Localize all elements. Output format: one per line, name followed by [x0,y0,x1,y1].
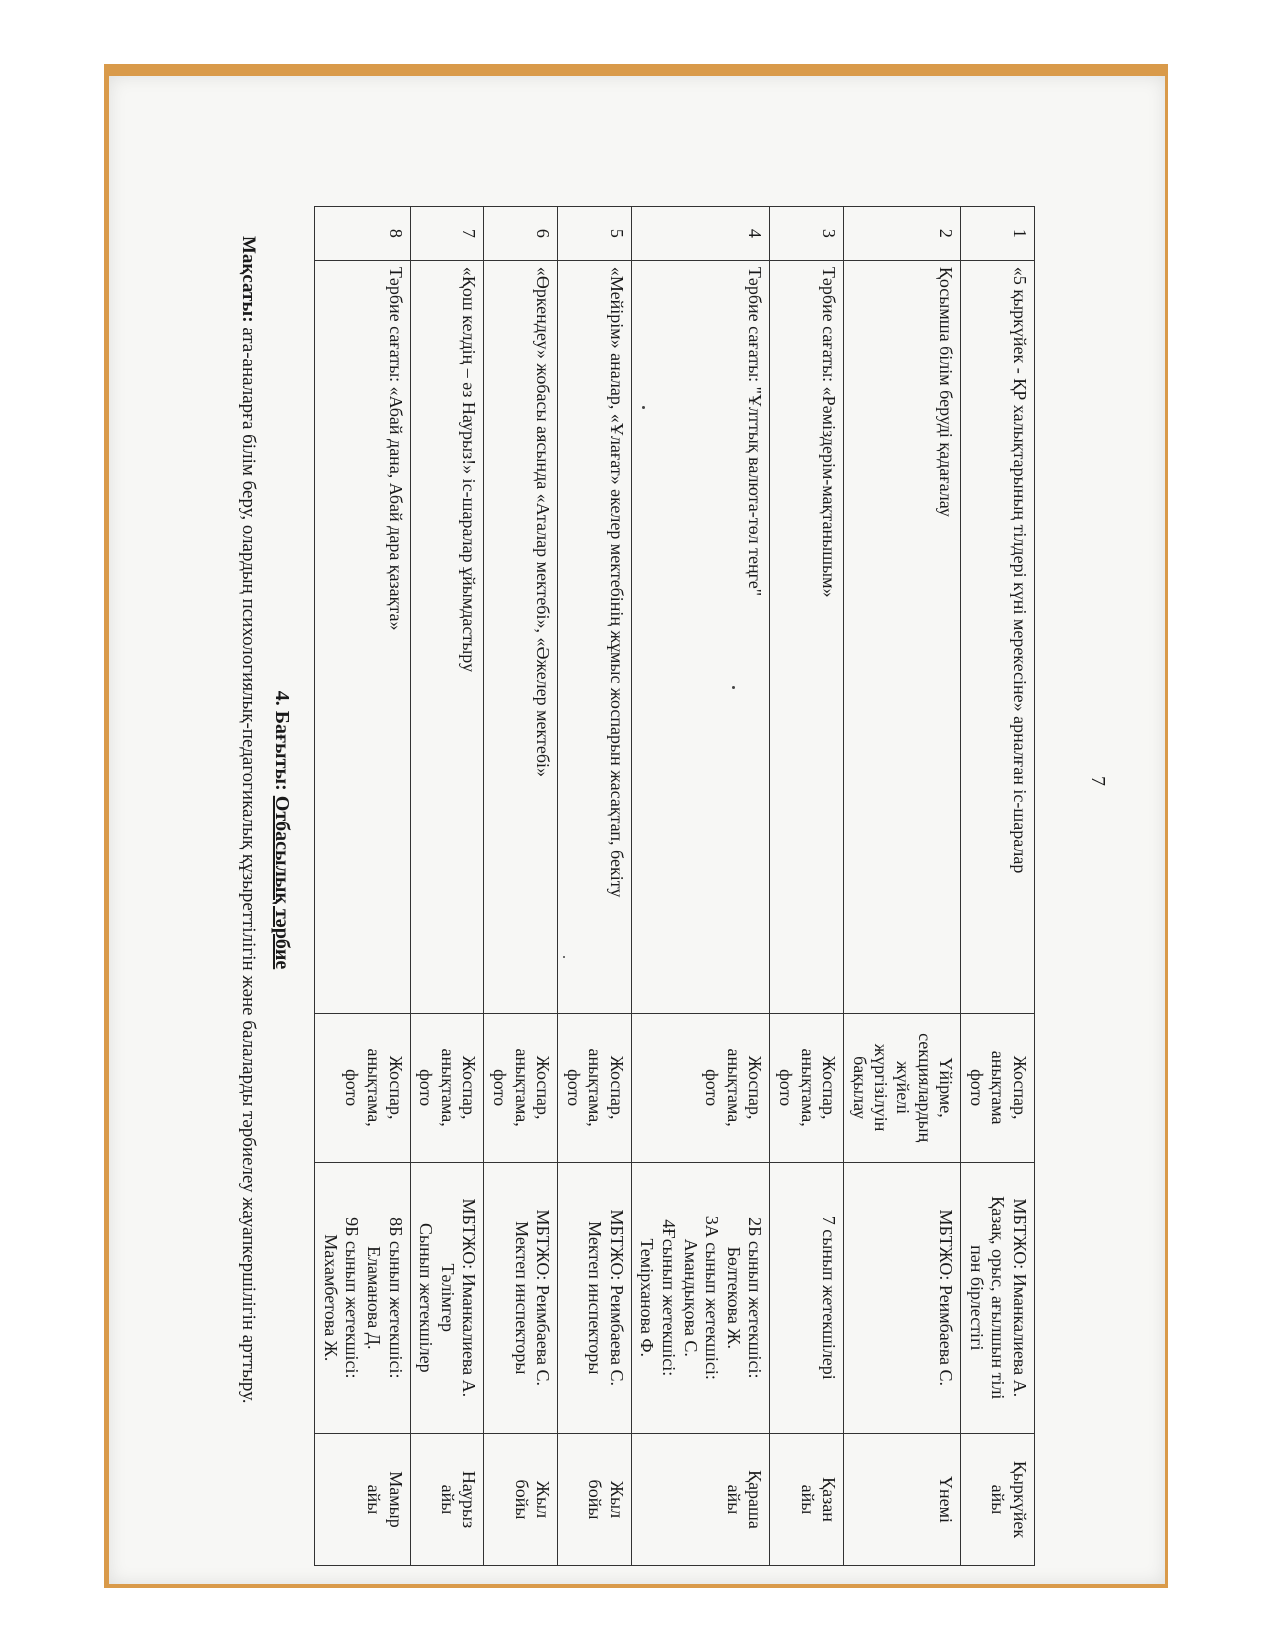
responsible-cell-line: 2Б сынып жетекшісі: [745,1217,766,1379]
term-cell-line: Қазан [819,1477,840,1522]
form-cell-line: фото [702,1069,723,1107]
term-cell-line: айы [723,1484,744,1515]
row-number-cell: 2 [844,207,961,261]
responsible-cell-line: Мектеп инспекторы [511,1221,532,1375]
goal-paragraph [237,236,259,1556]
responsible-cell [631,1162,770,1433]
row-number-cell: 8 [315,207,410,261]
form-cell-line: Жоспар, [1010,1055,1030,1120]
responsible-cell-line: Тәлімгер [437,1263,458,1333]
responsible-cell [770,1162,844,1433]
responsible-cell-line: Бөлтекова Ж. [723,1246,744,1349]
event-cell: «Өркендеу» жобасы аясында «Аталар мектебі», «Әжелер мектебі» [484,260,558,1013]
table-body [315,207,1035,1566]
form-cell-line: фото [416,1069,437,1107]
responsible-cell-line: 3А сынып жетекшісі: [702,1215,723,1380]
responsible-cell [558,1162,632,1433]
form-cell-line: жүргізілуін [871,1043,892,1132]
activity-plan-table [314,206,1035,1566]
responsible-cell-line: пән бірлестігі [966,1245,987,1351]
form-cell-line: Жоспар, [819,1055,840,1120]
form-cell-line: Жоспар, [606,1055,627,1120]
form-cell-line: анықтама, [511,1048,532,1127]
form-cell-line: Жоспар, [459,1055,480,1120]
row-number-cell: 6 [484,207,558,261]
form-cell-line: секциялардың [914,1033,935,1143]
term-cell-line: Мамыр [385,1471,406,1528]
table-row [410,207,484,1566]
form-cell-line: анықтама, [797,1048,818,1127]
term-cell [410,1433,484,1565]
responsible-cell-line: МБТЖО: Реимбаева С. [533,1209,554,1387]
form-cell-line: фото [342,1069,363,1107]
form-cell-line: фото [776,1069,797,1107]
table-row [484,207,558,1566]
responsible-cell-line: МБТЖО: Реимбаева С. [936,1209,957,1387]
form-cell-line: фото [563,1069,584,1107]
table-row [558,207,632,1566]
form-cell-line: анықтама, [585,1048,606,1127]
section-prefix: 4. Бағыты: [271,690,293,796]
form-cell [631,1013,770,1162]
responsible-cell-line: Темірханова Ф. [637,1238,658,1358]
form-cell [484,1013,558,1162]
term-cell-line: бойы [585,1479,606,1520]
document-page [109,76,1165,1584]
form-cell-line: анықтама [988,1050,1009,1125]
term-cell [631,1433,770,1565]
term-cell-line: Жыл [606,1480,627,1519]
term-cell [558,1433,632,1565]
form-cell-line: анықтама, [437,1048,458,1127]
goal-text: ата-аналарға білім беру, олардың психологиялық-педагогикалық құзыреттілігін және балаларды тәрбиелеу жауапкершілігін арттыру. [238,322,259,1404]
term-cell-line: Үнемі [936,1475,957,1523]
term-cell-line: Қараша [745,1470,766,1529]
form-cell-line: анықтама, [363,1048,384,1127]
responsible-cell-line: Қазақ, орыс, ағылшын тілі [988,1196,1009,1400]
term-cell-line: айы [988,1484,1009,1515]
event-cell: Тәрбие сағаты: «Абай дана, Абай дара қазақта» [315,260,410,1013]
responsible-cell [844,1162,961,1433]
event-cell: «Мейірім» аналар, «Ұлағат» әкелер мектебінің жұмыс жоспарын жасақтап, бекіту [558,260,632,1013]
form-cell [558,1013,632,1162]
term-cell-line: Наурыз [459,1470,480,1529]
responsible-cell-line: Сынып жетекшілер [416,1222,437,1373]
form-cell-line: анықтама, [723,1048,744,1127]
row-number-cell: 5 [558,207,632,261]
responsible-cell [410,1162,484,1433]
responsible-cell-line: МБТЖО: Иманкалиева А. [459,1198,480,1398]
form-cell [770,1013,844,1162]
form-cell [315,1013,410,1162]
form-cell [410,1013,484,1162]
event-cell: «Қош келдің – әз Наурыз!» іс-шаралар ұйымдастыру [410,260,484,1013]
term-cell [844,1433,961,1565]
responsible-cell-line: Еламанова Д. [363,1246,384,1350]
form-cell-line: Жоспар, [533,1055,554,1120]
event-cell: Тәрбие сағаты: "Ұлттық валюта-төл теңге" [631,260,770,1013]
responsible-cell-line: Амандықова С. [680,1238,701,1357]
responsible-cell-line: Мектеп инспекторы [585,1221,606,1375]
event-cell: «5 қыркүйек - ҚР халықтарының тілдері күні мерекесіне» арналған іс-шаралар [961,260,1035,1013]
form-cell-line: жүйелі [893,1061,914,1115]
scan-speck [642,406,645,409]
scan-speck [732,686,735,689]
form-cell-line: бақылау [849,1056,870,1120]
responsible-cell-line: 9Б сынып жетекшісі: [342,1217,363,1379]
term-cell-line: айы [363,1484,384,1515]
term-cell [961,1433,1035,1565]
form-cell [961,1013,1035,1162]
term-cell [315,1433,410,1565]
responsible-cell [961,1162,1035,1433]
row-number-cell: 1 [961,207,1035,261]
table-row [961,207,1035,1566]
table-row [770,207,844,1566]
responsible-cell-line: 7 сынып жетекшілері [819,1215,840,1380]
term-cell-line: айы [797,1484,818,1515]
form-cell-line: Жоспар, [385,1055,406,1120]
table-row [631,207,770,1566]
form-cell [844,1013,961,1162]
goal-label: Мақсаты: [238,236,259,323]
responsible-cell-line: 8Б сынып жетекшісі: [385,1217,406,1379]
term-cell-line: айы [437,1484,458,1515]
form-cell-line: Жоспар, [745,1055,766,1120]
responsible-cell [315,1162,410,1433]
rotated-landscape-content [109,76,1165,1584]
row-number-cell: 7 [410,207,484,261]
event-cell: Тәрбие сағаты: «Рәміздерім-мақтанышым» [770,260,844,1013]
form-cell-line: фото [966,1069,987,1107]
term-cell [484,1433,558,1565]
section-title: Отбасылық тәрбие [271,795,293,970]
responsible-cell-line: МБТЖО: Иманкалиева А. [1010,1198,1030,1398]
responsible-cell-line: Махамбетова Ж. [320,1234,341,1362]
event-cell: Қосымша білім беруді қадағалау [844,260,961,1013]
term-cell-line: Жыл [533,1480,554,1519]
row-number-cell: 3 [770,207,844,261]
responsible-cell-line: МБТЖО: Реимбаева С. [606,1209,627,1387]
table-row [844,207,961,1566]
responsible-cell [484,1162,558,1433]
page-number: 7 [1087,776,1109,786]
term-cell [770,1433,844,1565]
form-cell-line: фото [489,1069,510,1107]
row-number-cell: 4 [631,207,770,261]
responsible-cell-line: 4Ғсынып жетекшісі: [659,1219,680,1377]
section-heading [270,76,293,1584]
form-cell-line: Үйірме, [936,1057,957,1118]
term-cell-line: Қыркүйек [1010,1460,1030,1539]
scan-speck [563,956,565,958]
table-row [315,207,410,1566]
term-cell-line: бойы [511,1479,532,1520]
